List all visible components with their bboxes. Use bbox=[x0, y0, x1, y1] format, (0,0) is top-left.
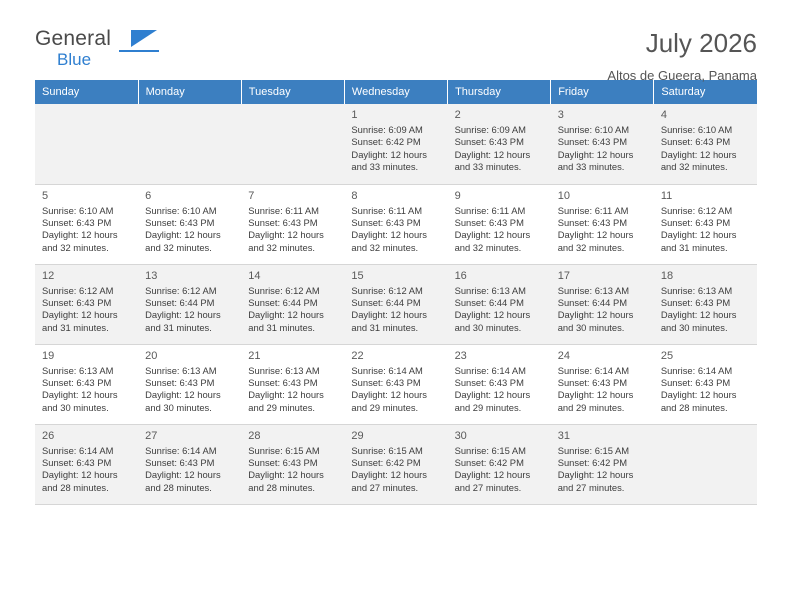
day-number: 17 bbox=[557, 269, 570, 282]
day-info-line: and 30 minutes. bbox=[557, 321, 625, 333]
day-info-line: Daylight: 12 hours bbox=[454, 148, 531, 160]
calendar-empty-cell bbox=[654, 424, 757, 504]
day-sun-info bbox=[558, 365, 648, 415]
day-info-line: Daylight: 12 hours bbox=[557, 389, 634, 401]
calendar-day-cell[interactable] bbox=[241, 424, 344, 504]
day-number: 19 bbox=[42, 349, 55, 362]
day-info-line: Sunset: 6:43 PM bbox=[557, 376, 628, 388]
calendar-empty-cell bbox=[138, 104, 241, 184]
calendar-week-row bbox=[35, 344, 757, 424]
day-number: 6 bbox=[145, 189, 152, 202]
day-sun-info bbox=[248, 285, 338, 335]
day-number: 29 bbox=[351, 429, 364, 442]
calendar-empty-cell bbox=[35, 104, 138, 184]
day-info-line: and 32 minutes. bbox=[557, 241, 625, 253]
calendar-day-cell[interactable] bbox=[448, 184, 551, 264]
calendar-day-cell[interactable] bbox=[241, 184, 344, 264]
day-sun-info bbox=[455, 445, 545, 495]
day-sun-info bbox=[661, 205, 751, 255]
day-info-line: Daylight: 12 hours bbox=[42, 469, 118, 481]
day-number: 3 bbox=[557, 109, 564, 121]
day-info-line: Sunrise: 6:15 AM bbox=[454, 444, 526, 456]
day-info-line: and 33 minutes. bbox=[351, 161, 419, 173]
day-info-line: Sunrise: 6:13 AM bbox=[557, 284, 630, 296]
day-info-line: Daylight: 12 hours bbox=[351, 148, 427, 160]
calendar-day-cell[interactable] bbox=[35, 264, 138, 344]
weekday-header-saturday: Saturday bbox=[654, 80, 757, 104]
day-info-line: Daylight: 12 hours bbox=[557, 148, 634, 160]
day-sun-info bbox=[145, 365, 235, 415]
day-info-line: and 30 minutes. bbox=[454, 321, 522, 333]
day-info-line: Daylight: 12 hours bbox=[248, 229, 324, 241]
calendar-day-cell[interactable] bbox=[551, 424, 654, 504]
day-sun-info bbox=[455, 124, 545, 174]
day-info-line: Daylight: 12 hours bbox=[42, 309, 118, 321]
day-sun-info bbox=[42, 365, 132, 415]
day-number: 7 bbox=[248, 189, 255, 202]
day-info-line: and 30 minutes. bbox=[42, 401, 109, 413]
day-info-line: Sunset: 6:43 PM bbox=[42, 376, 112, 388]
day-info-line: and 29 minutes. bbox=[454, 401, 522, 413]
day-info-line: Daylight: 12 hours bbox=[660, 148, 737, 160]
day-number: 5 bbox=[42, 189, 49, 202]
day-info-line: and 27 minutes. bbox=[454, 481, 522, 493]
day-info-line: Sunset: 6:43 PM bbox=[145, 376, 215, 388]
calendar-day-cell[interactable] bbox=[35, 424, 138, 504]
day-info-line: and 31 minutes. bbox=[351, 321, 419, 333]
day-info-line: Sunset: 6:43 PM bbox=[557, 216, 628, 228]
day-info-line: Sunrise: 6:12 AM bbox=[351, 284, 423, 296]
day-sun-info bbox=[145, 285, 235, 335]
day-info-line: and 31 minutes. bbox=[42, 321, 109, 333]
day-info-line: Sunrise: 6:09 AM bbox=[351, 124, 423, 135]
day-info-line: Sunrise: 6:14 AM bbox=[42, 444, 114, 456]
day-info-line: Daylight: 12 hours bbox=[660, 389, 737, 401]
day-info-line: Daylight: 12 hours bbox=[145, 229, 221, 241]
day-info-line: Sunset: 6:44 PM bbox=[454, 296, 524, 308]
day-info-line: Daylight: 12 hours bbox=[42, 229, 118, 241]
day-info-line: Sunrise: 6:13 AM bbox=[145, 364, 217, 376]
calendar-day-cell[interactable] bbox=[241, 264, 344, 344]
day-info-line: Daylight: 12 hours bbox=[351, 389, 427, 401]
day-info-line: Daylight: 12 hours bbox=[454, 389, 531, 401]
day-info-line: Sunset: 6:42 PM bbox=[351, 456, 421, 468]
day-number: 30 bbox=[454, 429, 467, 442]
day-info-line: Sunset: 6:43 PM bbox=[351, 216, 421, 228]
calendar-day-cell[interactable] bbox=[551, 104, 654, 184]
calendar-body bbox=[35, 104, 757, 504]
flag-icon bbox=[131, 30, 157, 47]
day-info-line: and 32 minutes. bbox=[660, 161, 728, 173]
day-sun-info bbox=[351, 445, 441, 495]
calendar-week-row bbox=[35, 184, 757, 264]
calendar-empty-cell bbox=[241, 104, 344, 184]
day-info-line: Sunset: 6:43 PM bbox=[660, 376, 731, 388]
day-info-line: Sunrise: 6:10 AM bbox=[557, 124, 630, 135]
day-info-line: Sunset: 6:43 PM bbox=[248, 216, 318, 228]
page-header bbox=[35, 0, 757, 83]
day-info-line: and 31 minutes. bbox=[248, 321, 315, 333]
day-info-line: Sunset: 6:44 PM bbox=[248, 296, 318, 308]
calendar-week-row bbox=[35, 104, 757, 184]
day-info-line: Sunrise: 6:11 AM bbox=[454, 204, 526, 216]
day-number: 11 bbox=[660, 189, 673, 202]
calendar-day-cell[interactable] bbox=[35, 344, 138, 424]
day-number: 15 bbox=[351, 269, 364, 282]
day-info-line: Daylight: 12 hours bbox=[42, 389, 118, 401]
weekday-header-wednesday: Wednesday bbox=[344, 80, 447, 104]
day-info-line: Sunrise: 6:12 AM bbox=[248, 284, 320, 296]
day-info-line: and 30 minutes. bbox=[145, 401, 212, 413]
day-info-line: Sunset: 6:44 PM bbox=[557, 296, 628, 308]
calendar-week-row bbox=[35, 264, 757, 344]
logo-underline bbox=[119, 50, 159, 52]
calendar-day-cell[interactable] bbox=[448, 264, 551, 344]
day-sun-info bbox=[351, 365, 441, 415]
calendar-day-cell[interactable] bbox=[138, 184, 241, 264]
day-sun-info bbox=[558, 205, 648, 255]
day-number: 13 bbox=[145, 269, 158, 282]
day-info-line: and 31 minutes. bbox=[145, 321, 212, 333]
day-info-line: and 32 minutes. bbox=[145, 241, 212, 253]
calendar-week-row bbox=[35, 424, 757, 504]
day-info-line: Sunrise: 6:13 AM bbox=[42, 364, 114, 376]
logo-text-general: General bbox=[35, 27, 112, 50]
day-info-line: Sunrise: 6:10 AM bbox=[42, 204, 114, 216]
weekday-header-thursday: Thursday bbox=[448, 80, 551, 104]
day-info-line: Daylight: 12 hours bbox=[145, 389, 221, 401]
day-info-line: Sunrise: 6:11 AM bbox=[248, 204, 319, 216]
day-info-line: Sunrise: 6:12 AM bbox=[42, 284, 114, 296]
day-info-line: and 32 minutes. bbox=[42, 241, 109, 253]
day-info-line: Sunset: 6:43 PM bbox=[42, 296, 112, 308]
day-sun-info bbox=[351, 285, 441, 335]
day-number: 26 bbox=[42, 429, 55, 442]
day-info-line: Daylight: 12 hours bbox=[454, 469, 531, 481]
day-number: 16 bbox=[454, 269, 467, 282]
calendar-day-cell[interactable] bbox=[448, 424, 551, 504]
day-sun-info bbox=[248, 445, 338, 495]
calendar-day-cell[interactable] bbox=[344, 264, 447, 344]
calendar-day-cell[interactable] bbox=[344, 424, 447, 504]
calendar-day-cell[interactable] bbox=[654, 104, 757, 184]
day-number: 23 bbox=[454, 349, 467, 362]
calendar-day-cell[interactable] bbox=[551, 264, 654, 344]
day-info-line: and 32 minutes. bbox=[248, 241, 315, 253]
day-info-line: Daylight: 12 hours bbox=[248, 389, 324, 401]
day-info-line: Sunset: 6:43 PM bbox=[454, 216, 524, 228]
day-number: 1 bbox=[351, 109, 358, 121]
day-info-line: Sunrise: 6:12 AM bbox=[145, 284, 217, 296]
day-number: 9 bbox=[454, 189, 461, 202]
calendar-day-cell[interactable] bbox=[241, 344, 344, 424]
day-number: 18 bbox=[660, 269, 674, 282]
weekday-header-monday: Monday bbox=[138, 80, 241, 104]
day-info-line: Sunset: 6:44 PM bbox=[145, 296, 215, 308]
sunrise-sunset-calendar bbox=[35, 80, 757, 505]
day-info-line: Daylight: 12 hours bbox=[248, 469, 324, 481]
page-title: July 2026 bbox=[645, 28, 757, 58]
calendar-day-cell[interactable] bbox=[654, 344, 757, 424]
day-info-line: Daylight: 12 hours bbox=[351, 229, 427, 241]
day-info-line: Sunrise: 6:13 AM bbox=[660, 284, 733, 296]
day-info-line: Sunset: 6:43 PM bbox=[145, 456, 215, 468]
day-info-line: Sunset: 6:43 PM bbox=[248, 376, 318, 388]
day-info-line: Sunrise: 6:13 AM bbox=[454, 284, 526, 296]
day-info-line: and 33 minutes. bbox=[557, 161, 625, 173]
day-info-line: Daylight: 12 hours bbox=[248, 309, 324, 321]
day-number: 21 bbox=[248, 349, 261, 362]
day-info-line: Sunset: 6:43 PM bbox=[248, 456, 318, 468]
page-subtitle: Altos de Gueera, Panama bbox=[607, 68, 757, 83]
day-sun-info bbox=[455, 205, 545, 255]
day-info-line: Sunset: 6:42 PM bbox=[351, 136, 421, 148]
calendar-day-cell[interactable] bbox=[551, 344, 654, 424]
day-info-line: and 28 minutes. bbox=[42, 481, 109, 493]
day-info-line: Sunset: 6:43 PM bbox=[660, 296, 731, 308]
day-info-line: Sunrise: 6:14 AM bbox=[351, 364, 423, 376]
day-info-line: Sunset: 6:43 PM bbox=[660, 136, 731, 148]
day-info-line: and 32 minutes. bbox=[454, 241, 522, 253]
day-sun-info bbox=[455, 365, 545, 415]
day-info-line: and 31 minutes. bbox=[660, 241, 728, 253]
day-info-line: Sunrise: 6:14 AM bbox=[454, 364, 526, 376]
day-info-line: and 27 minutes. bbox=[557, 481, 625, 493]
day-number: 10 bbox=[557, 189, 570, 202]
day-info-line: and 28 minutes. bbox=[660, 401, 728, 413]
day-info-line: Daylight: 12 hours bbox=[145, 469, 221, 481]
day-sun-info bbox=[248, 365, 338, 415]
day-info-line: Daylight: 12 hours bbox=[557, 229, 634, 241]
day-info-line: and 29 minutes. bbox=[351, 401, 419, 413]
day-info-line: and 32 minutes. bbox=[351, 241, 419, 253]
day-info-line: Daylight: 12 hours bbox=[145, 309, 221, 321]
day-info-line: Sunrise: 6:09 AM bbox=[454, 124, 526, 135]
day-number: 22 bbox=[351, 349, 364, 362]
day-info-line: Daylight: 12 hours bbox=[660, 309, 737, 321]
day-number: 12 bbox=[42, 269, 55, 282]
logo-text-blue: Blue bbox=[57, 50, 92, 69]
day-sun-info bbox=[558, 445, 648, 495]
day-info-line: Sunset: 6:42 PM bbox=[557, 456, 628, 468]
day-number: 24 bbox=[557, 349, 570, 362]
day-info-line: Sunset: 6:42 PM bbox=[454, 456, 524, 468]
day-info-line: Daylight: 12 hours bbox=[351, 309, 427, 321]
day-sun-info bbox=[42, 205, 132, 255]
calendar-day-cell[interactable] bbox=[138, 424, 241, 504]
day-sun-info bbox=[661, 365, 751, 415]
weekday-header-friday: Friday bbox=[551, 80, 654, 104]
day-info-line: Sunset: 6:43 PM bbox=[557, 136, 628, 148]
day-info-line: Sunrise: 6:15 AM bbox=[557, 444, 630, 456]
day-info-line: and 28 minutes. bbox=[145, 481, 212, 493]
day-number: 20 bbox=[145, 349, 158, 362]
day-info-line: Sunrise: 6:14 AM bbox=[660, 364, 733, 376]
day-info-line: Daylight: 12 hours bbox=[454, 309, 531, 321]
day-sun-info bbox=[455, 285, 545, 335]
title-block bbox=[607, 28, 757, 84]
calendar-day-cell[interactable] bbox=[448, 104, 551, 184]
day-info-line: Daylight: 12 hours bbox=[351, 469, 427, 481]
day-number: 14 bbox=[248, 269, 261, 282]
calendar-day-cell[interactable] bbox=[448, 344, 551, 424]
day-info-line: Sunrise: 6:12 AM bbox=[660, 204, 733, 216]
day-number: 2 bbox=[454, 109, 461, 121]
day-info-line: and 27 minutes. bbox=[351, 481, 419, 493]
day-info-line: and 30 minutes. bbox=[660, 321, 728, 333]
day-info-line: Sunset: 6:43 PM bbox=[351, 376, 421, 388]
day-sun-info bbox=[661, 285, 751, 335]
day-info-line: Sunset: 6:43 PM bbox=[660, 216, 731, 228]
day-sun-info bbox=[661, 124, 751, 174]
calendar-day-cell[interactable] bbox=[138, 264, 241, 344]
day-number: 25 bbox=[660, 349, 674, 362]
calendar-day-cell[interactable] bbox=[344, 104, 447, 184]
day-number: 28 bbox=[248, 429, 261, 442]
day-info-line: Sunrise: 6:15 AM bbox=[351, 444, 423, 456]
day-info-line: Sunrise: 6:10 AM bbox=[660, 124, 733, 135]
day-info-line: Sunrise: 6:11 AM bbox=[557, 204, 629, 216]
general-blue-logo bbox=[35, 28, 175, 76]
day-info-line: Sunrise: 6:14 AM bbox=[145, 444, 217, 456]
calendar-day-cell[interactable] bbox=[35, 184, 138, 264]
calendar-day-cell[interactable] bbox=[654, 184, 757, 264]
calendar-day-cell[interactable] bbox=[344, 184, 447, 264]
day-info-line: Sunset: 6:43 PM bbox=[454, 136, 524, 148]
calendar-day-cell[interactable] bbox=[654, 264, 757, 344]
day-sun-info bbox=[145, 205, 235, 255]
calendar-day-cell[interactable] bbox=[551, 184, 654, 264]
weekday-header-tuesday: Tuesday bbox=[241, 80, 344, 104]
day-info-line: and 33 minutes. bbox=[454, 161, 522, 173]
day-info-line: Daylight: 12 hours bbox=[454, 229, 531, 241]
day-info-line: Sunrise: 6:14 AM bbox=[557, 364, 630, 376]
day-sun-info bbox=[248, 205, 338, 255]
day-number: 8 bbox=[351, 189, 358, 202]
day-info-line: Daylight: 12 hours bbox=[557, 309, 634, 321]
day-sun-info bbox=[42, 285, 132, 335]
day-sun-info bbox=[42, 445, 132, 495]
day-number: 27 bbox=[145, 429, 158, 442]
day-sun-info bbox=[558, 124, 648, 174]
day-number: 4 bbox=[660, 109, 667, 121]
day-sun-info bbox=[558, 285, 648, 335]
weekday-header-sunday: Sunday bbox=[35, 80, 138, 104]
day-info-line: Sunset: 6:43 PM bbox=[42, 456, 112, 468]
day-info-line: Daylight: 12 hours bbox=[660, 229, 737, 241]
day-info-line: Sunset: 6:43 PM bbox=[42, 216, 112, 228]
day-info-line: Sunset: 6:43 PM bbox=[454, 376, 524, 388]
day-info-line: and 29 minutes. bbox=[557, 401, 625, 413]
day-info-line: Sunrise: 6:15 AM bbox=[248, 444, 320, 456]
day-number: 31 bbox=[557, 429, 570, 442]
day-info-line: Daylight: 12 hours bbox=[557, 469, 634, 481]
day-info-line: Sunset: 6:43 PM bbox=[145, 216, 215, 228]
calendar-day-cell[interactable] bbox=[138, 344, 241, 424]
day-info-line: and 29 minutes. bbox=[248, 401, 315, 413]
day-info-line: Sunset: 6:44 PM bbox=[351, 296, 421, 308]
day-info-line: Sunrise: 6:10 AM bbox=[145, 204, 217, 216]
day-sun-info bbox=[351, 124, 441, 174]
day-info-line: Sunrise: 6:11 AM bbox=[351, 204, 423, 216]
calendar-day-cell[interactable] bbox=[344, 344, 447, 424]
day-sun-info bbox=[351, 205, 441, 255]
day-info-line: Sunrise: 6:13 AM bbox=[248, 364, 320, 376]
day-info-line: and 28 minutes. bbox=[248, 481, 315, 493]
day-sun-info bbox=[145, 445, 235, 495]
